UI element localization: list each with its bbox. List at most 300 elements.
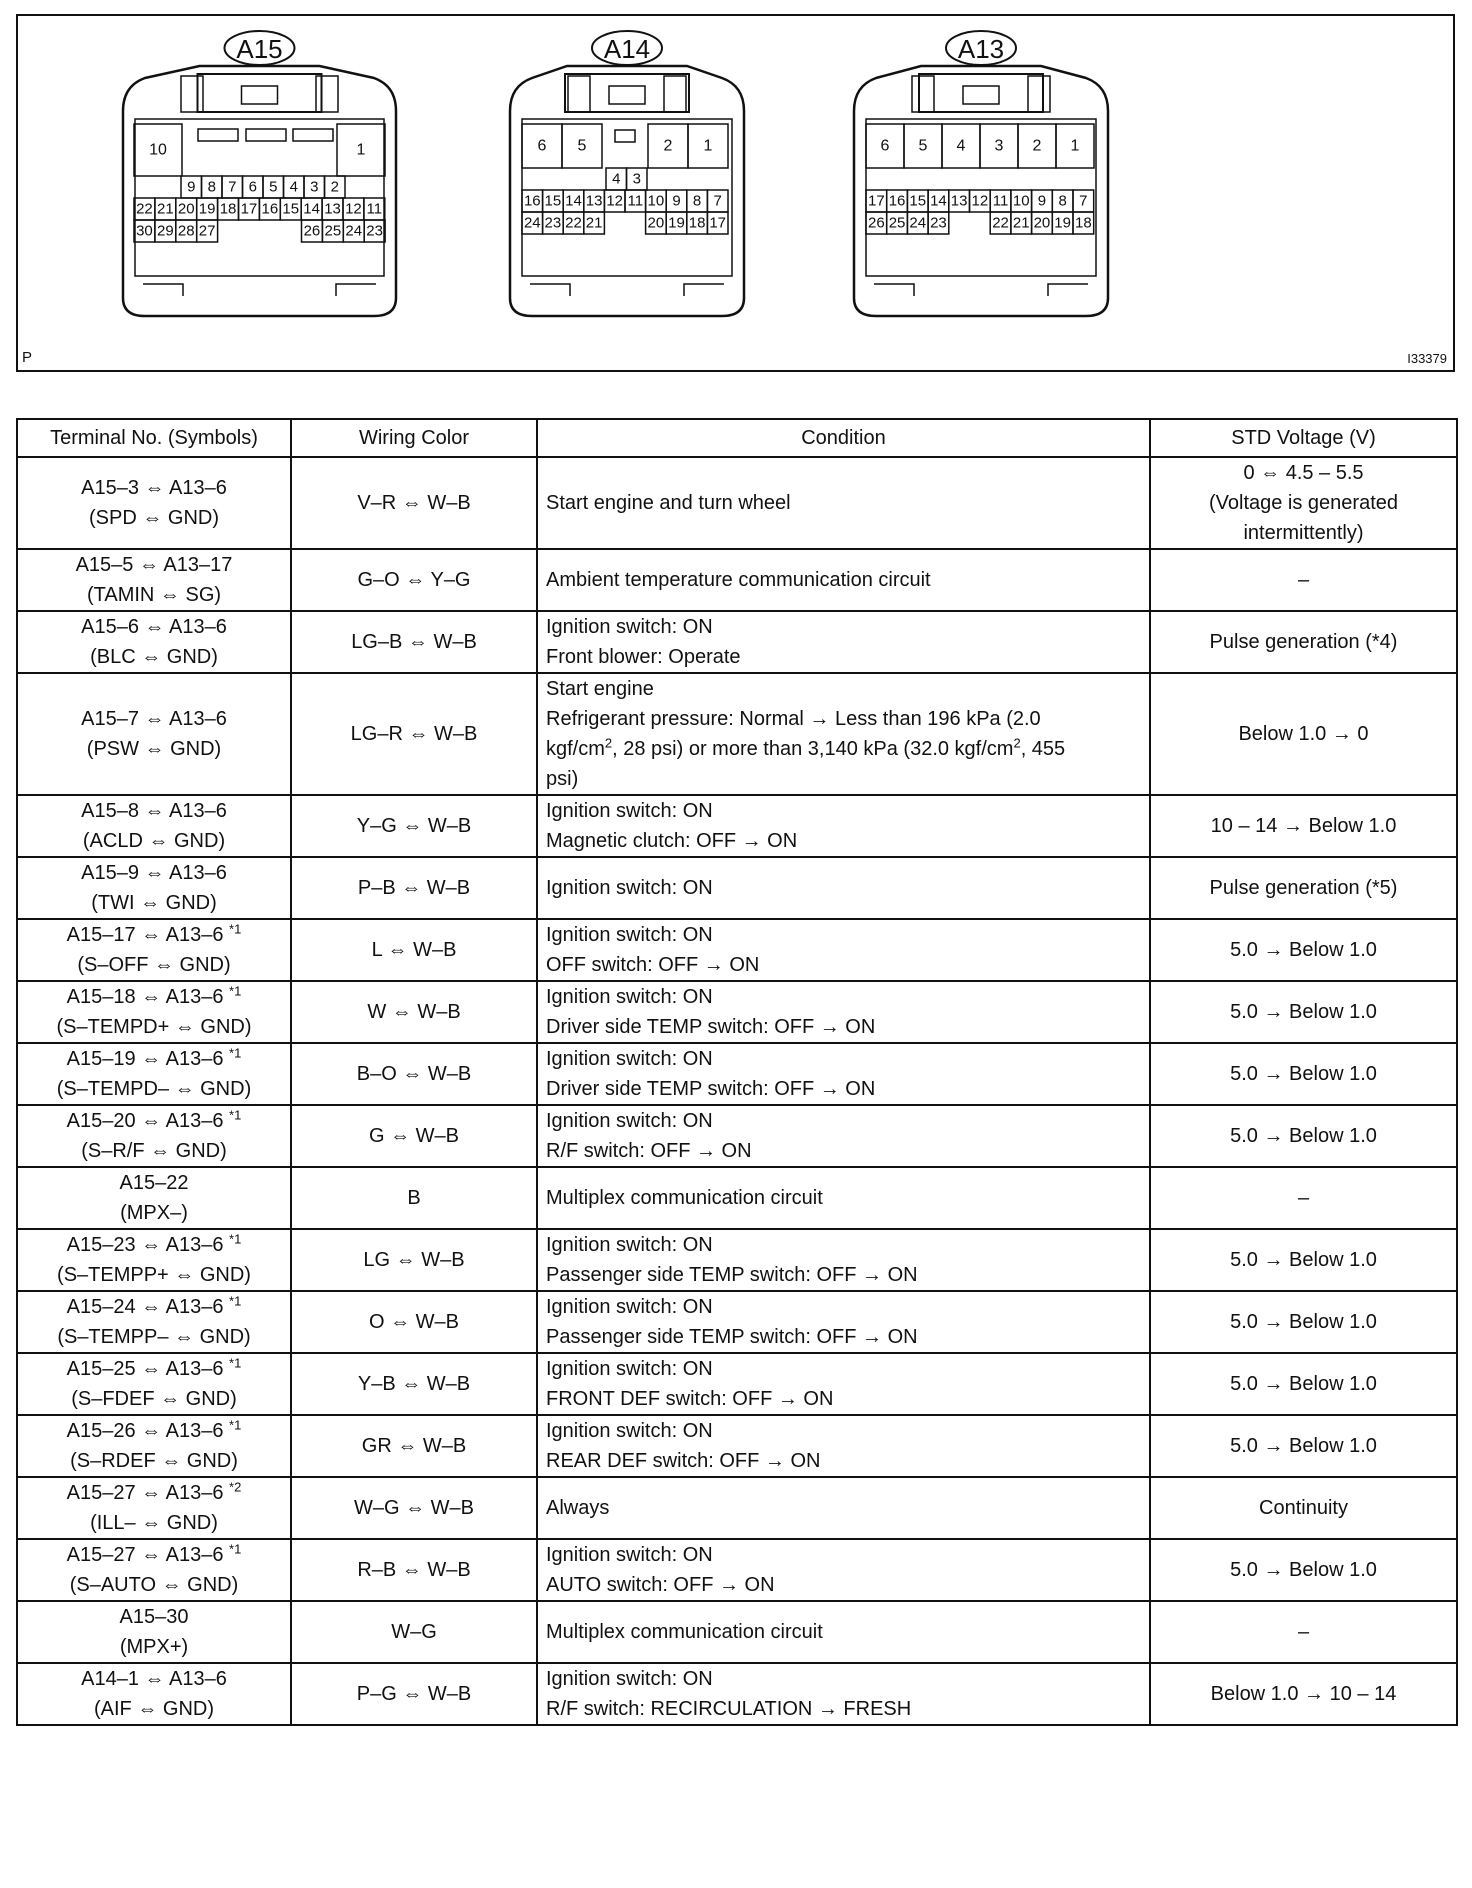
superscript: 2 <box>1013 735 1021 751</box>
condition-line: Ignition switch: ON <box>546 877 713 899</box>
wiring-color-cell: LG–R ⇔ W–B <box>291 673 537 795</box>
footnote-mark: *1 <box>229 1045 242 1061</box>
pin-number: 4 <box>612 170 621 188</box>
pin-number: 3 <box>632 170 641 188</box>
pin-number: 17 <box>240 200 258 218</box>
pin-number: 12 <box>971 192 989 210</box>
pin-number: 23 <box>930 214 947 232</box>
pin-number: 16 <box>523 192 541 210</box>
pin-number: 19 <box>198 200 216 218</box>
terminal-pins: A15–8 ⇔ A13–6 <box>81 800 227 822</box>
footnote-mark: *2 <box>229 1479 242 1495</box>
condition-cell <box>537 1105 1150 1167</box>
pin-number: 20 <box>1033 214 1051 232</box>
voltage-line: 5.0 → Below 1.0 <box>1230 1435 1377 1457</box>
pin-number: 16 <box>261 200 279 218</box>
voltage-line: 5.0 → Below 1.0 <box>1230 1249 1377 1271</box>
terminal-symbols: (S–FDEF ⇔ GND) <box>71 1388 237 1410</box>
pin-number: 13 <box>324 200 341 218</box>
table-row <box>17 1601 1457 1663</box>
connector-a15 <box>123 31 396 316</box>
footnote-mark: *1 <box>229 1293 242 1309</box>
pin-number: 7 <box>228 178 237 196</box>
condition-line: Ignition switch: ON <box>546 616 713 638</box>
std-voltage-cell <box>1150 1229 1457 1291</box>
pin-number: 18 <box>1075 214 1092 232</box>
pin-number: 22 <box>136 200 153 218</box>
connector-name: A15 <box>236 34 283 64</box>
pin-number: 14 <box>930 192 947 210</box>
terminal-symbols: (ACLD ⇔ GND) <box>82 830 226 852</box>
wiring-color-cell: P–G ⇔ W–B <box>291 1663 537 1725</box>
wiring-color-cell: O ⇔ W–B <box>291 1291 537 1353</box>
condition-line: Multiplex communication circuit <box>546 1621 823 1643</box>
pin-number: 3 <box>994 137 1004 155</box>
pin-number: 4 <box>956 137 966 155</box>
condition-line: Multiplex communication circuit <box>546 1187 823 1209</box>
condition-cell <box>537 1291 1150 1353</box>
condition-line <box>546 734 1141 764</box>
condition-cell <box>537 857 1150 919</box>
std-voltage-cell <box>1150 611 1457 673</box>
condition-line: Driver side TEMP switch: OFF → ON <box>546 1078 876 1100</box>
header-terminal: Terminal No. (Symbols) <box>17 419 291 457</box>
table-row <box>17 611 1457 673</box>
pin-number: 16 <box>888 192 906 210</box>
condition-line: R/F switch: RECIRCULATION → FRESH <box>546 1698 912 1720</box>
wiring-color-cell: W ⇔ W–B <box>291 981 537 1043</box>
condition-line: psi) <box>546 768 579 790</box>
pin-number: 9 <box>672 192 681 210</box>
terminal-symbols: (BLC ⇔ GND) <box>90 646 218 668</box>
condition-line: Front blower: Operate <box>546 646 741 668</box>
pin-number: 15 <box>909 192 927 210</box>
table-row <box>17 1105 1457 1167</box>
condition-line: Ignition switch: ON <box>546 1668 713 1690</box>
terminal-symbols: (ILL– ⇔ GND) <box>90 1512 218 1534</box>
pin-number: 14 <box>565 192 582 210</box>
voltage-line: 5.0 → Below 1.0 <box>1230 1063 1377 1085</box>
figure-id: I33379 <box>1407 351 1447 366</box>
pin-number: 22 <box>565 214 582 232</box>
pin-number: 5 <box>918 137 928 155</box>
table-row <box>17 919 1457 981</box>
condition-cell <box>537 1477 1150 1539</box>
terminal-cell <box>17 1353 291 1415</box>
condition-cell <box>537 1415 1150 1477</box>
voltage-line: 0 ⇔ 4.5 – 5.5 <box>1243 462 1364 484</box>
pin-number: 5 <box>577 137 587 155</box>
pin-number: 21 <box>585 214 603 232</box>
std-voltage-cell <box>1150 1601 1457 1663</box>
pin-number: 20 <box>177 200 195 218</box>
pin-number: 8 <box>692 192 702 210</box>
pin-number: 7 <box>1079 192 1088 210</box>
pin-number: 21 <box>157 200 174 218</box>
pin-number: 15 <box>544 192 562 210</box>
pin-number: 26 <box>303 222 321 240</box>
pin-number: 9 <box>187 178 196 196</box>
table-row <box>17 549 1457 611</box>
condition-line: Ignition switch: ON <box>546 800 713 822</box>
std-voltage-cell <box>1150 1477 1457 1539</box>
table-row <box>17 457 1457 549</box>
terminal-symbols: (PSW ⇔ GND) <box>86 738 222 760</box>
table-row <box>17 981 1457 1043</box>
condition-text: , 28 psi) or more than 3,140 kPa (32.0 kgf/cm <box>612 738 1014 760</box>
condition-line: Ignition switch: ON <box>546 1296 713 1318</box>
terminal-symbols: (S–TEMPP+ ⇔ GND) <box>57 1264 251 1286</box>
connector-label <box>946 31 1016 65</box>
condition-cell <box>537 673 1150 795</box>
condition-line: Ignition switch: ON <box>546 1544 713 1566</box>
terminal-symbols: (MPX+) <box>119 1636 189 1658</box>
terminal-pins: A15–20 ⇔ A13–6 <box>66 1110 224 1132</box>
terminal-cell <box>17 857 291 919</box>
wiring-color-cell: W–G ⇔ W–B <box>291 1477 537 1539</box>
terminal-cell <box>17 1167 291 1229</box>
footnote-mark: *1 <box>229 983 242 999</box>
std-voltage-cell <box>1150 795 1457 857</box>
pin-number: 28 <box>177 222 195 240</box>
wiring-color-cell: R–B ⇔ W–B <box>291 1539 537 1601</box>
terminal-pins: A14–1 ⇔ A13–6 <box>81 1668 227 1690</box>
condition-line: Always <box>546 1497 610 1519</box>
pin-number: 4 <box>289 178 298 196</box>
pin-number: 24 <box>523 214 541 232</box>
wiring-color-cell: G ⇔ W–B <box>291 1105 537 1167</box>
terminal-pins: A15–30 <box>119 1606 189 1628</box>
condition-line: Ignition switch: ON <box>546 1048 713 1070</box>
pin-number: 13 <box>585 192 603 210</box>
voltage-line: 5.0 → Below 1.0 <box>1230 1001 1377 1023</box>
table-row <box>17 1291 1457 1353</box>
voltage-line: (Voltage is generated <box>1208 492 1399 514</box>
wiring-color-cell: Y–G ⇔ W–B <box>291 795 537 857</box>
condition-line: Ignition switch: ON <box>546 1110 713 1132</box>
footnote-mark: *1 <box>229 921 242 937</box>
terminal-cell <box>17 919 291 981</box>
pin-number: 10 <box>149 141 167 159</box>
pin-number: 18 <box>688 214 706 232</box>
header-wiring: Wiring Color <box>291 419 537 457</box>
connector-a13 <box>854 31 1108 316</box>
terminal-symbols: (S–RDEF ⇔ GND) <box>70 1450 238 1472</box>
terminal-symbols: (S–OFF ⇔ GND) <box>77 954 231 976</box>
condition-line: Ignition switch: ON <box>546 1420 713 1442</box>
voltage-line: Below 1.0 → 10 – 14 <box>1210 1683 1397 1705</box>
wiring-color-cell: G–O ⇔ Y–G <box>291 549 537 611</box>
pin-number: 18 <box>219 200 237 218</box>
voltage-line: 5.0 → Below 1.0 <box>1230 1311 1377 1333</box>
condition-cell <box>537 1663 1150 1725</box>
pin-number: 19 <box>668 214 685 232</box>
terminal-pins: A15–25 ⇔ A13–6 <box>66 1358 224 1380</box>
condition-line: Magnetic clutch: OFF → ON <box>546 830 798 852</box>
std-voltage-cell <box>1150 1539 1457 1601</box>
terminal-symbols: (S–AUTO ⇔ GND) <box>69 1574 239 1596</box>
table-row <box>17 1477 1457 1539</box>
terminal-pins: A15–19 ⇔ A13–6 <box>66 1048 224 1070</box>
terminal-symbols: (S–TEMPP– ⇔ GND) <box>57 1326 251 1348</box>
corner-label: P <box>22 349 33 366</box>
voltage-line: 5.0 → Below 1.0 <box>1230 1125 1377 1147</box>
voltage-line: Pulse generation (*4) <box>1209 631 1398 653</box>
std-voltage-cell <box>1150 1415 1457 1477</box>
condition-line: R/F switch: OFF → ON <box>546 1140 752 1162</box>
voltage-line: – <box>1297 1187 1310 1209</box>
pin-number: 30 <box>136 222 153 240</box>
condition-cell <box>537 457 1150 549</box>
superscript: 2 <box>604 735 613 751</box>
footnote-mark: *1 <box>229 1107 242 1123</box>
table-row <box>17 1167 1457 1229</box>
std-voltage-cell <box>1150 981 1457 1043</box>
condition-cell <box>537 1353 1150 1415</box>
condition-line: REAR DEF switch: OFF → ON <box>546 1450 821 1472</box>
pin-number: 14 <box>303 200 320 218</box>
terminal-pins: A15–6 ⇔ A13–6 <box>81 616 227 638</box>
pin-number: 1 <box>703 137 713 155</box>
terminal-cell <box>17 1043 291 1105</box>
condition-line: OFF switch: OFF → ON <box>546 954 760 976</box>
condition-line: Passenger side TEMP switch: OFF → ON <box>546 1264 918 1286</box>
header-condition: Condition <box>537 419 1150 457</box>
pin-number: 11 <box>366 200 383 218</box>
terminal-symbols: (S–TEMPD– ⇔ GND) <box>56 1078 252 1100</box>
terminal-cell <box>17 549 291 611</box>
pin-number: 10 <box>1012 192 1030 210</box>
std-voltage-cell <box>1150 1043 1457 1105</box>
condition-cell <box>537 1043 1150 1105</box>
condition-text: , 455 <box>1020 738 1066 760</box>
table-row <box>17 1663 1457 1725</box>
table-header-row <box>17 419 1457 457</box>
pin-number: 10 <box>647 192 665 210</box>
terminal-pins: A15–9 ⇔ A13–6 <box>81 862 227 884</box>
voltage-line: Continuity <box>1259 1497 1348 1519</box>
terminal-symbols: (SPD ⇔ GND) <box>89 507 219 529</box>
pin-number: 1 <box>1070 137 1080 155</box>
wiring-color-cell: B–O ⇔ W–B <box>291 1043 537 1105</box>
wiring-color-cell: P–B ⇔ W–B <box>291 857 537 919</box>
std-voltage-cell <box>1150 919 1457 981</box>
pin-number: 1 <box>356 141 366 159</box>
terminal-cell <box>17 1477 291 1539</box>
pin-number: 15 <box>282 200 300 218</box>
terminal-cell <box>17 611 291 673</box>
wiring-color-cell: LG ⇔ W–B <box>291 1229 537 1291</box>
table-row <box>17 1415 1457 1477</box>
voltage-line: 5.0 → Below 1.0 <box>1230 1559 1377 1581</box>
terminal-symbols: (MPX–) <box>120 1202 188 1224</box>
std-voltage-cell <box>1150 1353 1457 1415</box>
std-voltage-cell <box>1150 673 1457 795</box>
footnote-mark: *1 <box>229 1231 242 1247</box>
condition-line: FRONT DEF switch: OFF → ON <box>546 1388 834 1410</box>
terminal-pins: A15–26 ⇔ A13–6 <box>66 1420 224 1442</box>
terminal-symbols: (TWI ⇔ GND) <box>91 892 217 914</box>
std-voltage-cell <box>1150 549 1457 611</box>
pin-number: 13 <box>950 192 968 210</box>
pin-number: 17 <box>868 192 885 210</box>
terminal-cell <box>17 457 291 549</box>
terminal-pins: A15–18 ⇔ A13–6 <box>66 986 224 1008</box>
pin-number: 11 <box>627 192 644 210</box>
condition-line: Ambient temperature communication circuit <box>546 569 931 591</box>
connector-drawing <box>18 16 1457 374</box>
condition-cell <box>537 919 1150 981</box>
connector-label <box>592 31 662 65</box>
connector-name: A13 <box>957 34 1005 64</box>
table-row <box>17 1043 1457 1105</box>
wiring-color-cell: GR ⇔ W–B <box>291 1415 537 1477</box>
condition-line: Passenger side TEMP switch: OFF → ON <box>546 1326 918 1348</box>
condition-cell <box>537 1601 1150 1663</box>
pin-number: 12 <box>606 192 624 210</box>
std-voltage-cell <box>1150 457 1457 549</box>
terminal-pins: A15–23 ⇔ A13–6 <box>66 1234 224 1256</box>
table-row <box>17 795 1457 857</box>
pin-number: 17 <box>709 214 727 232</box>
table-row <box>17 1229 1457 1291</box>
pin-number: 26 <box>868 214 885 232</box>
terminal-cell <box>17 1105 291 1167</box>
wiring-color-cell: L ⇔ W–B <box>291 919 537 981</box>
pin-number: 24 <box>909 214 927 232</box>
terminal-cell <box>17 1539 291 1601</box>
terminal-cell <box>17 1663 291 1725</box>
terminal-spec-table <box>16 418 1458 1726</box>
condition-line: Start engine and turn wheel <box>546 492 791 514</box>
wiring-color-cell: V–R ⇔ W–B <box>291 457 537 549</box>
voltage-line: Pulse generation (*5) <box>1209 877 1398 899</box>
pin-number: 8 <box>1058 192 1067 210</box>
pin-number: 29 <box>157 222 174 240</box>
wiring-color-cell: LG–B ⇔ W–B <box>291 611 537 673</box>
pin-number: 22 <box>992 214 1009 232</box>
table-row <box>17 673 1457 795</box>
wiring-color-cell: B <box>291 1167 537 1229</box>
voltage-line: Below 1.0 → 0 <box>1238 723 1369 745</box>
pin-number: 23 <box>544 214 562 232</box>
condition-line: Driver side TEMP switch: OFF → ON <box>546 1016 876 1038</box>
terminal-cell <box>17 673 291 795</box>
table-row <box>17 1353 1457 1415</box>
std-voltage-cell <box>1150 1291 1457 1353</box>
condition-cell <box>537 981 1150 1043</box>
terminal-symbols: (S–TEMPD+ ⇔ GND) <box>56 1016 252 1038</box>
terminal-symbols: (TAMIN ⇔ SG) <box>86 584 222 606</box>
connector-name: A14 <box>603 34 651 64</box>
terminal-pins: A15–7 ⇔ A13–6 <box>81 708 227 730</box>
pin-number: 5 <box>269 178 278 196</box>
footnote-mark: *1 <box>229 1541 242 1557</box>
terminal-pins: A15–17 ⇔ A13–6 <box>66 924 224 946</box>
terminal-pins: A15–22 <box>119 1172 189 1194</box>
voltage-line: intermittently) <box>1243 522 1364 544</box>
connector-diagram <box>16 14 1455 372</box>
pin-number: 23 <box>366 222 383 240</box>
std-voltage-cell <box>1150 1663 1457 1725</box>
terminal-cell <box>17 981 291 1043</box>
footnote-mark: *1 <box>229 1417 242 1433</box>
table-row <box>17 857 1457 919</box>
table-body <box>17 457 1457 1725</box>
pin-number: 21 <box>1012 214 1030 232</box>
terminal-pins: A15–3 ⇔ A13–6 <box>81 477 227 499</box>
pin-number: 6 <box>537 137 547 155</box>
connector-a14 <box>510 31 744 316</box>
condition-text: kgf/cm <box>546 738 605 760</box>
terminal-pins: A15–24 ⇔ A13–6 <box>66 1296 224 1318</box>
pin-number: 2 <box>330 178 339 196</box>
pin-number: 2 <box>1032 137 1042 155</box>
voltage-line: – <box>1297 1621 1310 1643</box>
condition-cell <box>537 1167 1150 1229</box>
condition-cell <box>537 611 1150 673</box>
voltage-line: 5.0 → Below 1.0 <box>1230 1373 1377 1395</box>
wiring-color-cell: W–G <box>291 1601 537 1663</box>
pin-number: 20 <box>647 214 665 232</box>
condition-line: Ignition switch: ON <box>546 924 713 946</box>
pin-number: 3 <box>310 178 319 196</box>
condition-cell <box>537 795 1150 857</box>
header-voltage: STD Voltage (V) <box>1150 419 1457 457</box>
terminal-cell <box>17 1229 291 1291</box>
terminal-symbols: (AIF ⇔ GND) <box>94 1698 214 1720</box>
pin-number: 24 <box>345 222 363 240</box>
condition-line: Ignition switch: ON <box>546 986 713 1008</box>
pin-number: 12 <box>345 200 362 218</box>
wiring-color-cell: Y–B ⇔ W–B <box>291 1353 537 1415</box>
terminal-pins: A15–27 ⇔ A13–6 <box>66 1482 224 1504</box>
terminal-pins: A15–5 ⇔ A13–17 <box>75 554 233 576</box>
pin-number: 19 <box>1054 214 1071 232</box>
condition-cell <box>537 549 1150 611</box>
pin-number: 8 <box>207 178 216 196</box>
pin-number: 6 <box>248 178 257 196</box>
std-voltage-cell <box>1150 857 1457 919</box>
terminal-cell <box>17 1291 291 1353</box>
pin-number: 25 <box>324 222 342 240</box>
voltage-line: 5.0 → Below 1.0 <box>1230 939 1377 961</box>
table-row <box>17 1539 1457 1601</box>
pin-number: 27 <box>198 222 216 240</box>
std-voltage-cell <box>1150 1167 1457 1229</box>
condition-line: Refrigerant pressure: Normal → Less than 196 kPa (2.0 <box>546 708 1041 730</box>
condition-line: AUTO switch: OFF → ON <box>546 1574 775 1596</box>
condition-cell <box>537 1229 1150 1291</box>
terminal-cell <box>17 1415 291 1477</box>
terminal-cell <box>17 1601 291 1663</box>
pin-number: 25 <box>888 214 906 232</box>
terminal-pins: A15–27 ⇔ A13–6 <box>66 1544 224 1566</box>
pin-number: 11 <box>992 192 1009 210</box>
condition-line: Start engine <box>546 678 654 700</box>
connector-label <box>225 31 295 65</box>
voltage-line: 10 – 14 → Below 1.0 <box>1210 815 1397 837</box>
terminal-symbols: (S–R/F ⇔ GND) <box>81 1140 227 1162</box>
condition-line: Ignition switch: ON <box>546 1234 713 1256</box>
footnote-mark: *1 <box>229 1355 242 1371</box>
condition-cell <box>537 1539 1150 1601</box>
std-voltage-cell <box>1150 1105 1457 1167</box>
pin-number: 6 <box>880 137 890 155</box>
pin-number: 7 <box>713 192 722 210</box>
pin-number: 2 <box>663 137 673 155</box>
terminal-cell <box>17 795 291 857</box>
